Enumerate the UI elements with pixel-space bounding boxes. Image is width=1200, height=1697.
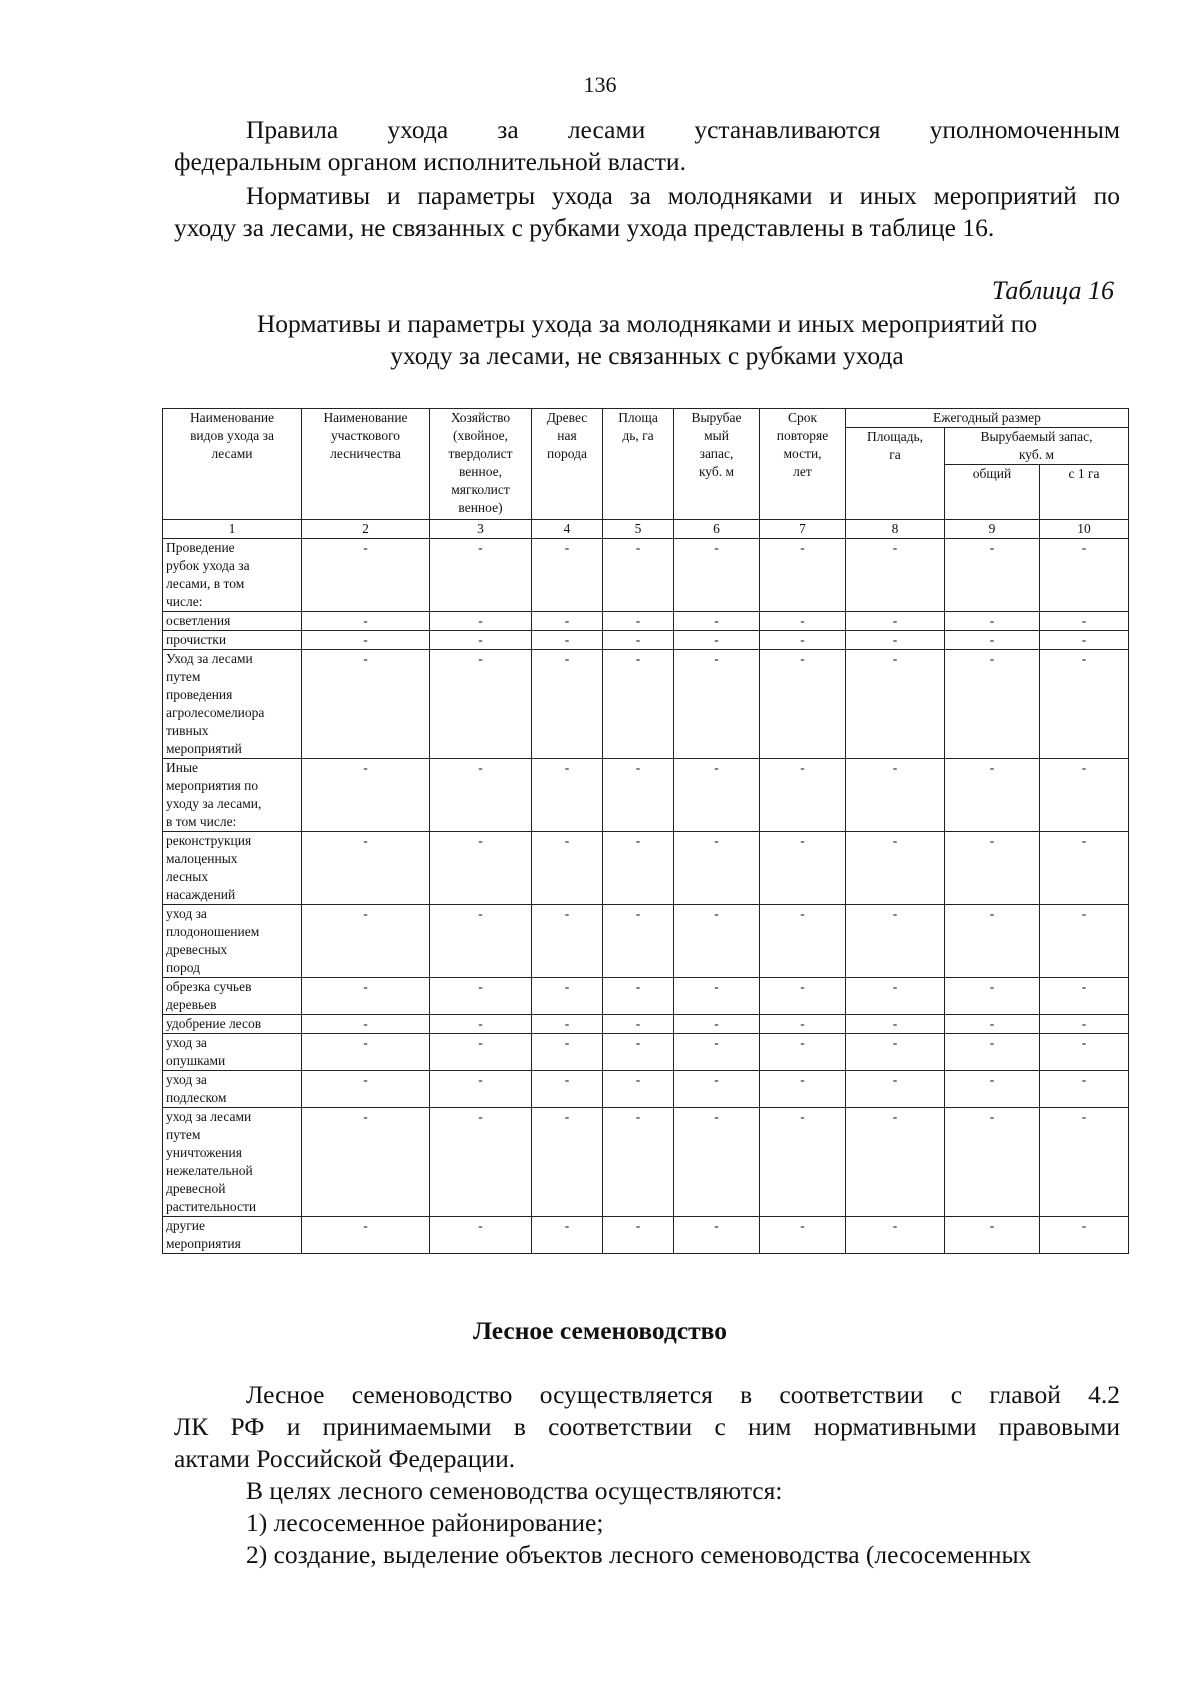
- row-name: [163, 1071, 302, 1108]
- list-item: 2) создание, выделение объектов лесного семеноводства (лесосеменных: [246, 1540, 1032, 1569]
- table-cell: -: [760, 539, 846, 612]
- table-cell: -: [532, 832, 603, 905]
- header-annual-area: [846, 428, 945, 520]
- column-number: 3: [430, 520, 532, 539]
- row-name: [163, 1015, 302, 1034]
- table-cell: -: [430, 905, 532, 978]
- header-forestry-name-line: Наименование: [323, 410, 408, 425]
- row-name: [163, 759, 302, 832]
- table-cell: -: [846, 631, 945, 650]
- row-name: [163, 650, 302, 759]
- paragraph-1: [174, 114, 1120, 178]
- table-cell: -: [603, 905, 674, 978]
- table-cell: -: [603, 978, 674, 1015]
- table-cell: -: [430, 978, 532, 1015]
- row-name-line: лесами, в том: [166, 576, 245, 591]
- row-name-line: другие: [166, 1218, 205, 1233]
- column-number: 1: [163, 520, 302, 539]
- table-label: Таблица 16: [991, 276, 1114, 305]
- table-cell: -: [1040, 1034, 1129, 1071]
- table-cell: -: [603, 1034, 674, 1071]
- column-number: 7: [760, 520, 846, 539]
- row-name: [163, 1217, 302, 1254]
- table-cell: -: [945, 1034, 1040, 1071]
- table-cell: -: [430, 759, 532, 832]
- table-cell: -: [302, 759, 430, 832]
- header-area-line: Площа: [618, 410, 658, 425]
- row-name-line: осветления: [166, 613, 231, 628]
- table-cell: -: [430, 650, 532, 759]
- table-cell: -: [302, 612, 430, 631]
- table-cell: -: [603, 759, 674, 832]
- table-cell: -: [674, 978, 760, 1015]
- table-cell: -: [430, 1217, 532, 1254]
- row-name-line: Проведение: [166, 540, 235, 555]
- row-name-line: мероприятия: [166, 1236, 241, 1251]
- header-volume-total: общий: [945, 465, 1040, 520]
- header-tree-species-line: ная: [557, 428, 577, 443]
- table-cell: -: [846, 1217, 945, 1254]
- row-name-line: тивных: [166, 723, 209, 738]
- table-cell: -: [760, 631, 846, 650]
- header-cut-volume-line: куб. м: [698, 464, 735, 479]
- list-item: 1) лесосеменное районирование;: [246, 1508, 604, 1537]
- table-cell: -: [430, 1071, 532, 1108]
- table-row: [163, 1217, 1129, 1254]
- table-cell: -: [302, 978, 430, 1015]
- row-name: [163, 539, 302, 612]
- table-cell: -: [1040, 1071, 1129, 1108]
- column-number-row: [163, 520, 1129, 539]
- row-name-line: мероприятий: [166, 741, 242, 756]
- table-cell: -: [1040, 612, 1129, 631]
- table-cell: -: [846, 612, 945, 631]
- table-cell: -: [945, 539, 1040, 612]
- table-cell: -: [945, 612, 1040, 631]
- table-cell: -: [846, 905, 945, 978]
- header-annual-area-line: Площадь,: [866, 429, 924, 444]
- page-number: 136: [583, 72, 617, 97]
- table-cell: -: [603, 832, 674, 905]
- header-economy-line: венное,: [458, 464, 503, 479]
- table-cell: -: [945, 1015, 1040, 1034]
- table-cell: -: [603, 612, 674, 631]
- header-annual-area-line: га: [889, 447, 901, 462]
- header-forestry-name-line: лесничества: [330, 446, 401, 461]
- section-heading: Лесное семеноводство: [472, 1316, 728, 1345]
- row-name-line: опушками: [166, 1053, 226, 1068]
- table-cell: -: [846, 832, 945, 905]
- table-title-line-2: уходу за лесами, не связанных с рубками ухода: [390, 341, 904, 370]
- table-cell: -: [674, 1034, 760, 1071]
- table-cell: -: [674, 539, 760, 612]
- table-cell: -: [532, 539, 603, 612]
- table-row: [163, 832, 1129, 905]
- row-name-line: Уход за лесами: [166, 651, 253, 666]
- table-cell: -: [302, 1217, 430, 1254]
- row-name-line: путем: [166, 669, 201, 684]
- table-cell: -: [945, 1217, 1040, 1254]
- table-cell: -: [674, 1108, 760, 1217]
- header-repeat-period-line: лет: [793, 464, 812, 479]
- header-repeat-period-line: мости,: [783, 446, 822, 461]
- table-row: [163, 539, 1129, 612]
- table-cell: -: [945, 1071, 1040, 1108]
- header-tree-species-line: Древес: [546, 410, 588, 425]
- row-name-line: прочистки: [166, 632, 227, 647]
- table-cell: -: [945, 1108, 1040, 1217]
- table-cell: -: [945, 650, 1040, 759]
- table-cell: -: [532, 1015, 603, 1034]
- table-cell: -: [846, 1071, 945, 1108]
- paragraph-1-line-2: федеральным органом исполнительной власти.: [174, 147, 686, 176]
- table-cell: -: [674, 1217, 760, 1254]
- table-cell: -: [603, 1217, 674, 1254]
- table-cell: -: [430, 612, 532, 631]
- table-cell: -: [945, 631, 1040, 650]
- paragraph-1-line-1: Правила ухода за лесами устанавливаются уполномоченным: [246, 115, 1120, 144]
- table-cell: -: [846, 539, 945, 612]
- table-cell: -: [1040, 759, 1129, 832]
- table-cell: -: [760, 759, 846, 832]
- table-cell: -: [302, 832, 430, 905]
- table-cell: -: [945, 832, 1040, 905]
- table-cell: -: [302, 539, 430, 612]
- table-cell: -: [945, 759, 1040, 832]
- table-cell: -: [302, 1015, 430, 1034]
- header-area: [603, 409, 674, 520]
- header-economy-line: твердолист: [448, 446, 513, 461]
- header-repeat-period-line: Срок: [787, 410, 818, 425]
- table-cell: -: [760, 650, 846, 759]
- table-cell: -: [846, 978, 945, 1015]
- table-cell: -: [760, 1217, 846, 1254]
- table-row: [163, 612, 1129, 631]
- table-row: [163, 650, 1129, 759]
- header-economy-line: Хозяйство: [450, 410, 511, 425]
- header-view-name-line: видов ухода за: [190, 428, 274, 443]
- header-annual-volume-line: куб. м: [1018, 447, 1055, 462]
- table-cell: -: [1040, 650, 1129, 759]
- header-forestry-name-line: участкового: [330, 428, 401, 443]
- table-cell: -: [846, 650, 945, 759]
- table-cell: -: [674, 832, 760, 905]
- table-cell: -: [760, 1034, 846, 1071]
- table-cell: -: [603, 1015, 674, 1034]
- table-row: [163, 1015, 1129, 1034]
- column-number: 9: [945, 520, 1040, 539]
- header-economy-line: венное): [458, 500, 503, 515]
- paragraph-3-line-3: актами Российской Федерации.: [174, 1444, 516, 1473]
- row-name: [163, 978, 302, 1015]
- header-view-name: [163, 409, 302, 520]
- table-cell: -: [302, 650, 430, 759]
- table-row: [163, 631, 1129, 650]
- header-repeat-period-line: повторяе: [776, 428, 829, 443]
- table-cell: -: [674, 1071, 760, 1108]
- row-name-line: в том числе:: [166, 814, 237, 829]
- table-cell: -: [1040, 832, 1129, 905]
- row-name-line: пород: [166, 960, 200, 975]
- row-name-line: числе:: [166, 594, 203, 609]
- table-cell: -: [674, 631, 760, 650]
- table-cell: -: [532, 1108, 603, 1217]
- table-row: [163, 1108, 1129, 1217]
- table-cell: -: [532, 759, 603, 832]
- row-name-line: плодоношением: [166, 924, 260, 939]
- table-title-line-1: Нормативы и параметры ухода за молодняками и иных мероприятий по: [256, 309, 1038, 338]
- header-economy-line: (хвойное,: [452, 428, 508, 443]
- header-repeat-period: [760, 409, 846, 520]
- header-view-name-line: лесами: [211, 446, 253, 461]
- row-name-line: уничтожения: [166, 1145, 242, 1160]
- table-cell: -: [302, 1034, 430, 1071]
- paragraph-3: [174, 1379, 1120, 1475]
- header-area-line: дь, га: [622, 428, 654, 443]
- paragraph-3-line-1: Лесное семеноводство осуществляется в соответствии с главой 4.2: [246, 1380, 1120, 1409]
- table-cell: -: [532, 905, 603, 978]
- row-name-line: уход за: [166, 1035, 207, 1050]
- header-volume-per-ha: с 1 га: [1040, 465, 1129, 520]
- row-name: [163, 1034, 302, 1071]
- table-cell: -: [760, 978, 846, 1015]
- column-number: 4: [532, 520, 603, 539]
- row-name: [163, 905, 302, 978]
- header-cut-volume-line: мый: [704, 428, 729, 443]
- table-title: [174, 308, 1120, 372]
- table-row: [163, 1071, 1129, 1108]
- table-cell: -: [674, 759, 760, 832]
- table-cell: -: [1040, 631, 1129, 650]
- row-name-line: нежелательной: [166, 1163, 253, 1178]
- row-name-line: путем: [166, 1127, 201, 1142]
- table-cell: -: [1040, 1015, 1129, 1034]
- list-intro: В целях лесного семеноводства осуществляются:: [246, 1476, 783, 1505]
- header-annual-volume: [945, 428, 1129, 465]
- table-header-row: [163, 409, 1129, 428]
- table-cell: -: [532, 1071, 603, 1108]
- header-cut-volume: [674, 409, 760, 520]
- table-cell: -: [430, 539, 532, 612]
- paragraph-2-line-1: Нормативы и параметры ухода за молодняками и иных мероприятий по: [246, 181, 1120, 210]
- row-name-line: древесной: [166, 1181, 226, 1196]
- table-cell: -: [532, 631, 603, 650]
- row-name-line: мероприятия по: [166, 778, 259, 793]
- table-cell: -: [1040, 905, 1129, 978]
- column-number: 2: [302, 520, 430, 539]
- paragraph-2-line-2: уходу за лесами, не связанных с рубками ухода представлены в таблице 16.: [174, 213, 995, 242]
- row-name-line: проведения: [166, 687, 233, 702]
- table-cell: -: [532, 612, 603, 631]
- table-cell: -: [1040, 539, 1129, 612]
- header-cut-volume-line: запас,: [699, 446, 734, 461]
- table-cell: -: [760, 1015, 846, 1034]
- table-cell: -: [760, 1108, 846, 1217]
- paragraph-2: [174, 180, 1120, 244]
- header-tree-species: [532, 409, 603, 520]
- row-name: [163, 1108, 302, 1217]
- table-row: [163, 759, 1129, 832]
- row-name-line: уход за: [166, 906, 207, 921]
- table-row: [163, 978, 1129, 1015]
- row-name-line: деревьев: [166, 997, 217, 1012]
- table-cell: -: [945, 905, 1040, 978]
- header-cut-volume-line: Вырубае: [691, 410, 742, 425]
- column-number: 8: [846, 520, 945, 539]
- table-cell: -: [430, 1015, 532, 1034]
- row-name-line: уход за лесами: [166, 1109, 252, 1124]
- table-cell: -: [532, 1217, 603, 1254]
- row-name-line: обрезка сучьев: [166, 979, 252, 994]
- table-cell: -: [532, 1034, 603, 1071]
- table-cell: -: [1040, 1108, 1129, 1217]
- header-view-name-line: Наименование: [189, 410, 275, 425]
- forest-care-table: [162, 408, 1129, 1254]
- row-name-line: реконструкция: [166, 833, 252, 848]
- table-cell: -: [846, 759, 945, 832]
- table-cell: -: [760, 832, 846, 905]
- column-number: 6: [674, 520, 760, 539]
- row-name: [163, 832, 302, 905]
- row-name-line: малоценных: [166, 851, 238, 866]
- table-cell: -: [430, 1034, 532, 1071]
- row-name: [163, 612, 302, 631]
- column-number: 5: [603, 520, 674, 539]
- table-cell: -: [760, 612, 846, 631]
- row-name-line: Иные: [166, 760, 199, 775]
- row-name-line: лесных: [166, 869, 209, 884]
- column-number: 10: [1040, 520, 1129, 539]
- row-name: [163, 631, 302, 650]
- header-forestry-name: [302, 409, 430, 520]
- table-cell: -: [760, 1071, 846, 1108]
- table-cell: -: [603, 539, 674, 612]
- table-cell: -: [945, 978, 1040, 1015]
- table-cell: -: [603, 650, 674, 759]
- header-annual-size: Ежегодный размер: [846, 409, 1129, 428]
- table-cell: -: [302, 631, 430, 650]
- table-cell: -: [674, 650, 760, 759]
- table-cell: -: [430, 631, 532, 650]
- table-row: [163, 905, 1129, 978]
- header-annual-volume-line: Вырубаемый запас,: [980, 429, 1093, 444]
- row-name-line: агролесомелиора: [166, 705, 265, 720]
- row-name-line: насаждений: [166, 887, 236, 902]
- table-cell: -: [430, 1108, 532, 1217]
- table-cell: -: [603, 631, 674, 650]
- table-cell: -: [302, 905, 430, 978]
- table-cell: -: [302, 1108, 430, 1217]
- table-cell: -: [760, 905, 846, 978]
- header-tree-species-line: порода: [547, 446, 587, 461]
- table-cell: -: [603, 1071, 674, 1108]
- table-cell: -: [1040, 1217, 1129, 1254]
- paragraph-3-line-2: ЛК РФ и принимаемыми в соответствии с ним нормативными правовыми: [174, 1412, 1120, 1441]
- row-name-line: подлеском: [166, 1090, 227, 1105]
- table-cell: -: [302, 1071, 430, 1108]
- table-cell: -: [603, 1108, 674, 1217]
- row-name-line: древесных: [166, 942, 228, 957]
- table-cell: -: [846, 1108, 945, 1217]
- table-cell: -: [846, 1034, 945, 1071]
- header-economy: [430, 409, 532, 520]
- row-name-line: уходу за лесами,: [166, 796, 262, 811]
- table-cell: -: [1040, 978, 1129, 1015]
- table-cell: -: [674, 612, 760, 631]
- row-name-line: растительности: [166, 1199, 257, 1214]
- row-name-line: рубок ухода за: [166, 558, 250, 573]
- table-cell: -: [674, 1015, 760, 1034]
- row-name-line: уход за: [166, 1072, 207, 1087]
- row-name-line: удобрение лесов: [166, 1016, 262, 1031]
- table-row: [163, 1034, 1129, 1071]
- table-cell: -: [532, 978, 603, 1015]
- table-cell: -: [532, 650, 603, 759]
- table-cell: -: [674, 905, 760, 978]
- header-economy-line: мягколист: [451, 482, 510, 497]
- table-cell: -: [430, 832, 532, 905]
- table-cell: -: [846, 1015, 945, 1034]
